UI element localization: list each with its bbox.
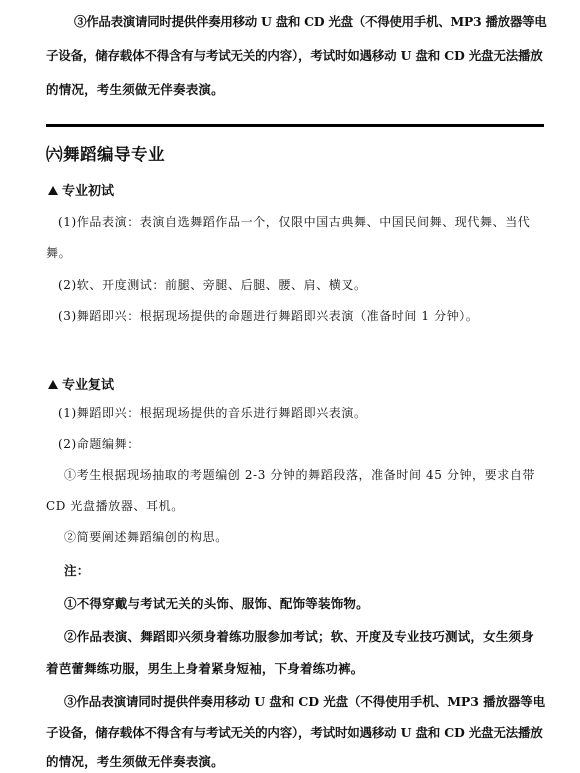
retest-sub-1-line-1: ①考生根据现场抽取的考题编创 2-3 分钟的舞蹈段落，准备时间 45 分钟，要求自带 (64, 468, 536, 482)
retest-heading: 专业复试 (48, 374, 114, 393)
retest-item-1: (1)舞蹈即兴：根据现场提供的音乐进行舞蹈即兴表演。 (58, 406, 367, 420)
retest-sub-1-line-2: CD 光盘播放器、耳机。 (46, 499, 184, 513)
triangle-icon (48, 380, 58, 389)
note-3-line-1: ③作品表演请同时提供伴奏用移动 U 盘和 CD 光盘（不得使用手机、MP3 播放器等电 (64, 694, 546, 709)
preliminary-item-2: (2)软、开度测试：前腿、旁腿、后腿、腰、肩、横叉。 (58, 278, 367, 292)
top-note-line-2: 子设备，储存载体不得含有与考试无关的内容），考试时如遇移动 U 盘和 CD 光盘无法播放 (46, 48, 543, 63)
note-3-line-3: 的情况，考生须做无伴奏表演。 (46, 754, 224, 769)
retest-sub-2: ②简要阐述舞蹈编创的构思。 (64, 530, 228, 544)
note-2-line-1: ②作品表演、舞蹈即兴须身着练功服参加考试；软、开度及专业技巧测试，女生须身 (64, 629, 534, 644)
retest-item-2: (2)命题编舞： (58, 437, 140, 451)
preliminary-heading: 专业初试 (48, 180, 114, 199)
note-3-line-2: 子设备，储存载体不得含有与考试无关的内容），考试时如遇移动 U 盘和 CD 光盘无法播放 (46, 725, 543, 740)
top-note-line-3: 的情况，考生须做无伴奏表演。 (46, 82, 224, 97)
preliminary-item-3: (3)舞蹈即兴：根据现场提供的命题进行舞蹈即兴表演（准备时间 1 分钟）。 (58, 309, 479, 323)
section-title: ㈥舞蹈编导专业 (46, 145, 165, 164)
note-2-line-2: 着芭蕾舞练功服，男生上身着紧身短袖，下身着练功裤。 (46, 661, 364, 676)
notes-label: 注： (64, 563, 90, 578)
top-note-line-1: ③作品表演请同时提供伴奏用移动 U 盘和 CD 光盘（不得使用手机、MP3 播放器等电 (74, 14, 547, 29)
section-divider (46, 124, 544, 127)
triangle-icon (48, 186, 58, 195)
preliminary-item-1-line-1: (1)作品表演：表演自选舞蹈作品一个，仅限中国古典舞、中国民间舞、现代舞、当代 (58, 215, 531, 229)
note-1: ①不得穿戴与考试无关的头饰、服饰、配饰等装饰物。 (64, 596, 369, 611)
preliminary-item-1-line-2: 舞。 (46, 246, 72, 260)
